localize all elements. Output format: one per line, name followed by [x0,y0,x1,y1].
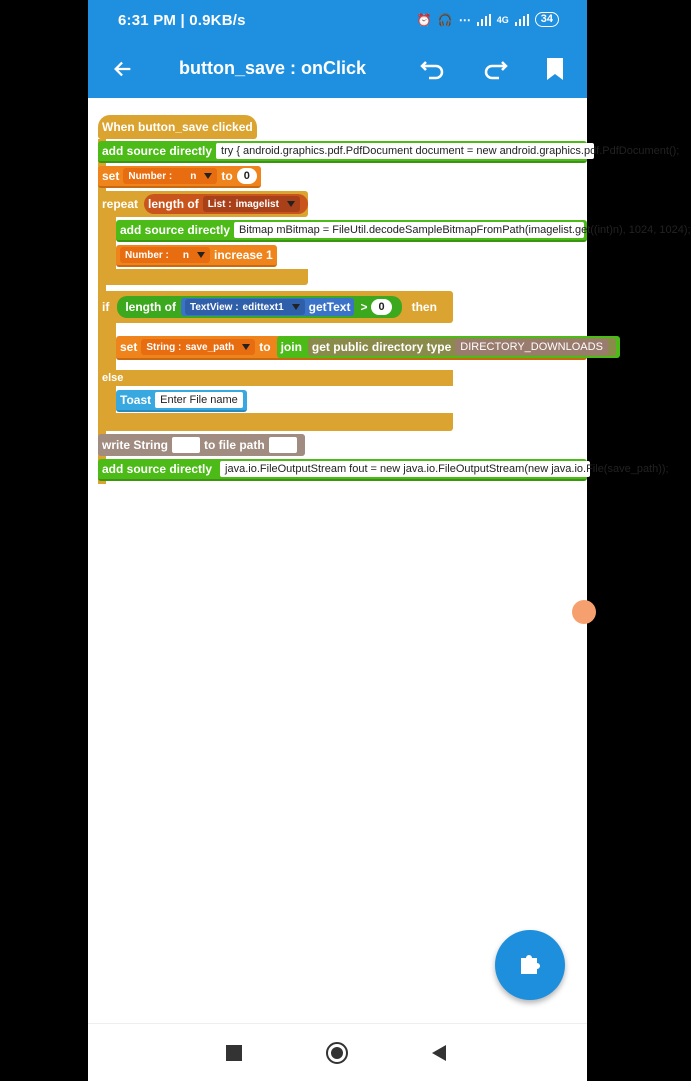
network-type: 4G [496,14,509,25]
set-label-2: set [120,340,138,354]
alarm-icon: ⏰ [416,12,432,27]
else-label: else [102,372,124,384]
app-bar [88,40,587,98]
more-icon: ⋯ [458,12,471,27]
signal-icon-2 [515,14,529,26]
var-type-label: Number : [128,170,173,182]
view-name: edittext1 [242,301,284,313]
dropdown-arrow-icon [197,252,205,258]
if-label: if [102,300,110,314]
else-block[interactable] [98,370,127,386]
code-field-2[interactable]: Bitmap mBitmap = FileUtil.decodeSampleBitmapFromPath(imagelist.get((int)n), 1024, 1024); [234,222,584,238]
nav-bar [88,1023,587,1081]
set-path-block[interactable] [116,336,603,360]
var-name: save_path [185,341,235,353]
to-label: to [221,169,233,183]
write-label: write String [102,438,169,452]
compare-block[interactable] [117,296,401,318]
add-block-fab[interactable] [495,930,565,1000]
number-value[interactable]: 0 [237,168,257,184]
bookmark-icon[interactable] [538,52,572,86]
battery-icon: 34 [535,12,559,27]
var-name: n [190,170,197,182]
var-type-label: String : [146,341,182,353]
to-label-2: to [259,340,271,354]
repeat-label: repeat [102,197,139,211]
if-frame-bottom [98,413,453,431]
dropdown-arrow-icon [242,344,250,350]
operator-label: > [360,300,368,314]
to-path-label: to file path [204,438,265,452]
toast-block[interactable] [116,390,247,412]
increase-label: increase 1 [214,248,273,262]
headset-icon: 🎧 [437,12,453,27]
dropdown-arrow-icon [287,201,295,207]
number-var-dropdown-2[interactable] [120,247,210,263]
join-block[interactable] [277,336,620,358]
offscreen-block-edge[interactable] [572,600,596,624]
toast-text[interactable]: Enter File name [155,392,243,408]
else-bar [98,370,453,386]
repeat-block[interactable] [98,193,312,215]
signal-icon [477,14,491,26]
event-block[interactable] [98,115,257,139]
puzzle-icon [517,950,543,981]
string-var-dropdown[interactable] [141,339,255,355]
phone-screen [88,0,691,1080]
length-of-label-2: length of [125,300,176,314]
code-field-1[interactable]: try { android.graphics.pdf.PdfDocument document = new android.graphics.pdf.PdfDocument(); [216,143,594,159]
code-field-3[interactable]: java.io.FileOutputStream fout = new java.io.FileOutputStream(new java.io.File(save_path)); [220,461,590,477]
status-time: 6:31 PM | 0.9KB/s [118,12,246,29]
page-title: button_save : onClick [179,58,367,78]
if-block[interactable] [98,296,441,318]
triangle-icon[interactable] [427,1041,451,1065]
var-name: n [182,249,190,261]
get-dir-block[interactable] [308,338,616,356]
view-type-label: TextView : [190,301,239,313]
length-of-block[interactable] [144,194,308,214]
status-bar [88,0,587,40]
list-name: imagelist [235,198,279,210]
add-source-label-3: add source directly [102,462,213,476]
redo-icon[interactable] [478,52,512,86]
event-label: When button_save clicked [102,120,253,134]
then-label: then [411,300,437,314]
add-source-block-2[interactable] [116,220,691,242]
var-type-label: Number : [125,249,169,261]
get-dir-label: get public directory type [311,340,452,354]
gettext-block[interactable] [181,298,354,316]
block-canvas[interactable] [88,98,691,1023]
repeat-frame-bottom [98,269,308,285]
join-label: join [280,340,302,354]
write-string-block[interactable] [98,434,305,456]
add-source-block-3[interactable] [98,459,669,481]
textview-dropdown[interactable] [185,299,305,315]
circle-icon[interactable] [325,1041,349,1065]
status-icons [417,12,559,27]
list-type-label: List : [207,198,232,210]
list-dropdown[interactable] [203,196,300,212]
set-n-block[interactable] [98,166,261,188]
number-var-dropdown[interactable] [123,168,217,184]
compare-value[interactable]: 0 [371,299,391,315]
arrow-left-icon[interactable] [106,52,140,86]
add-source-label-2: add source directly [120,223,231,237]
dropdown-arrow-icon [204,173,212,179]
add-source-label-1: add source directly [102,144,213,158]
dir-value: DIRECTORY_DOWNLOADS [460,341,603,353]
gettext-label: getText [308,300,351,314]
square-icon[interactable] [222,1041,246,1065]
dropdown-arrow-icon [292,304,300,310]
length-of-label: length of [148,197,199,211]
repeat-frame-side [98,217,116,269]
set-label: set [102,169,120,183]
toast-label: Toast [120,393,152,407]
path-input[interactable] [269,437,297,453]
increase-block[interactable] [116,245,277,267]
string-input[interactable] [172,437,200,453]
undo-icon[interactable] [416,52,450,86]
dir-dropdown[interactable] [455,339,608,355]
add-source-block-1[interactable] [98,141,680,163]
